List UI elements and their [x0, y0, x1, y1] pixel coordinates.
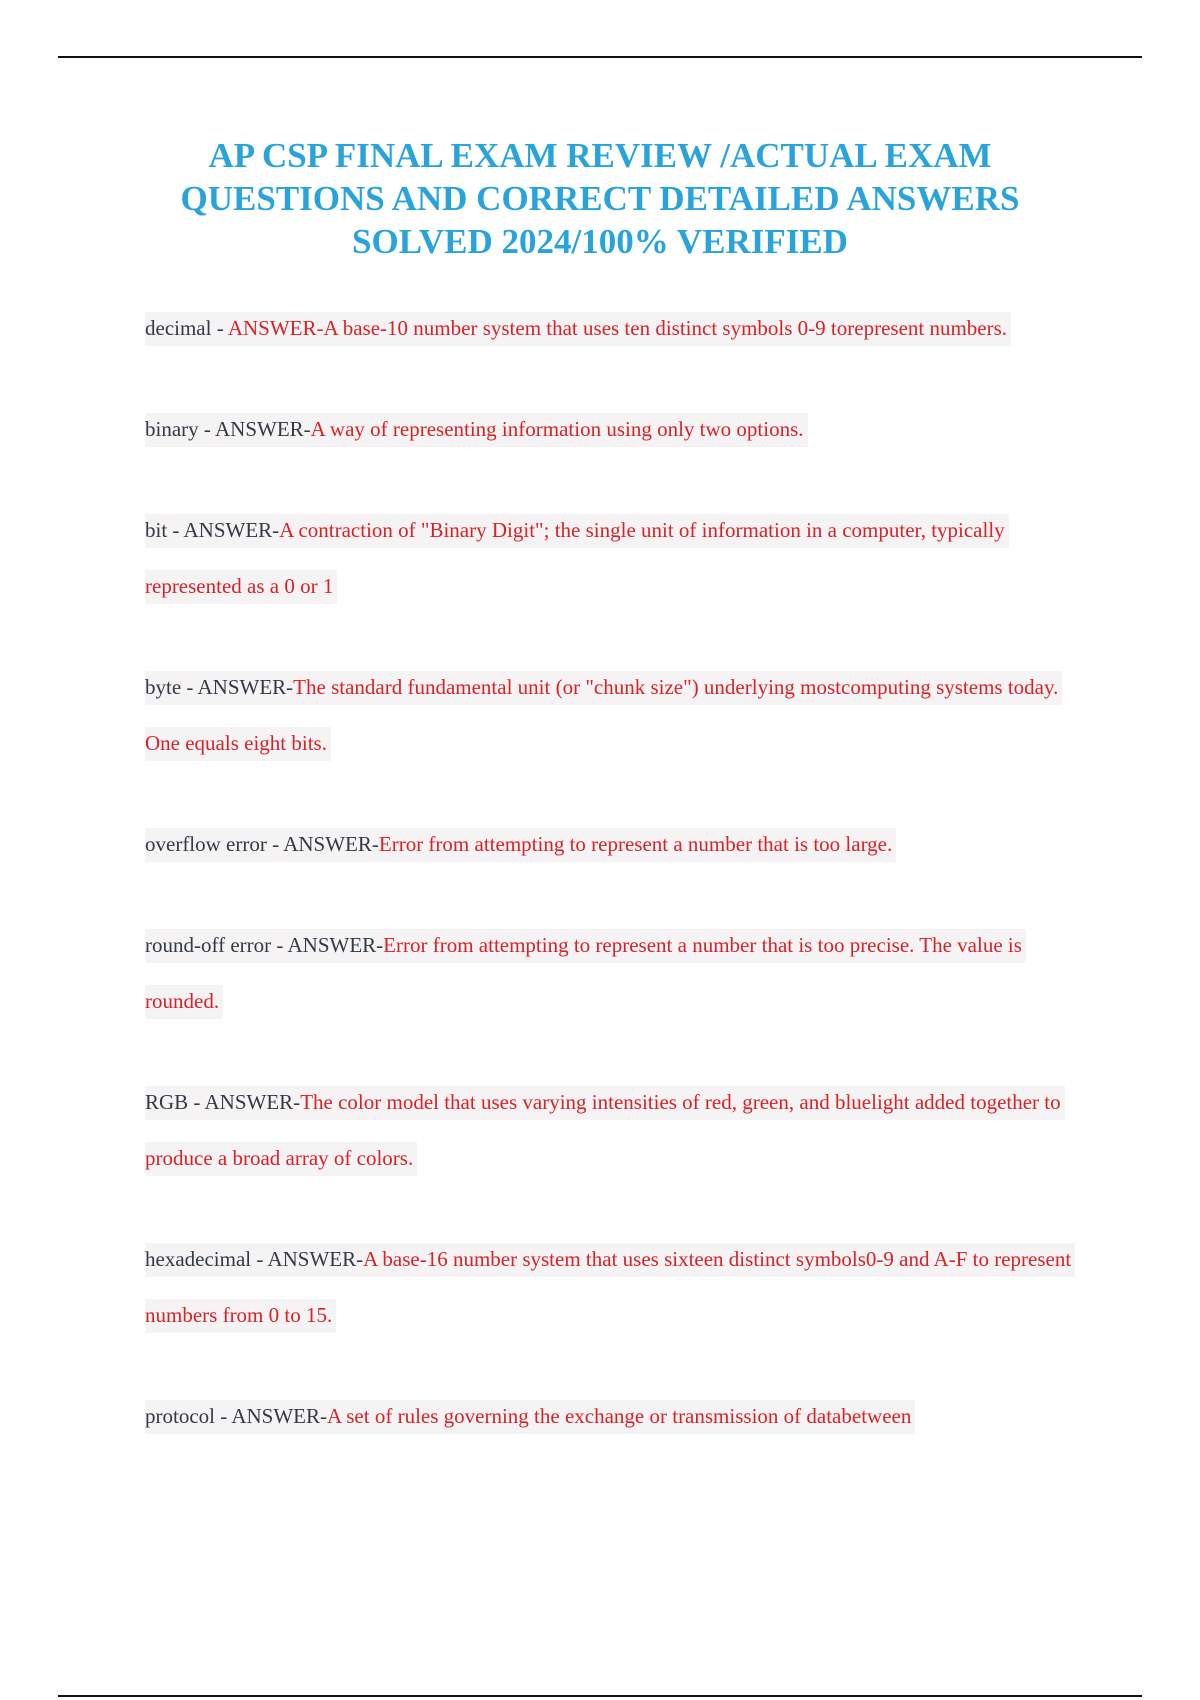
qa-item [145, 917, 1075, 1029]
qa-item [145, 300, 1075, 356]
answer-label: ANSWER- [267, 1247, 364, 1271]
title-line: AP CSP FINAL EXAM REVIEW /ACTUAL EXAM [208, 136, 992, 175]
qa-text [145, 413, 808, 447]
answer-label: ANSWER- [227, 316, 324, 340]
title-line: QUESTIONS AND CORRECT DETAILED ANSWERS [180, 179, 1020, 218]
qa-answer: The color model that uses varying intensities of red, green, and bluelight added together to produce a broad array of colors. [145, 1090, 1061, 1170]
qa-term: decimal - [145, 316, 228, 340]
qa-item [145, 1388, 1075, 1444]
qa-answer: A base-16 number system that uses sixteen distinct symbols0-9 and A-F to represent numbers from 0 to 15. [145, 1247, 1072, 1327]
qa-item [145, 502, 1075, 614]
qa-text [145, 671, 1062, 761]
header-rule [58, 56, 1142, 58]
answer-label: ANSWER- [197, 675, 294, 699]
qa-answer: A contraction of "Binary Digit"; the single unit of information in a computer, typically represented as a 0 or 1 [145, 518, 1005, 598]
qa-answer: A way of representing information using only two options. [310, 417, 804, 441]
qa-term: binary - [145, 417, 215, 441]
qa-answer: Error from attempting to represent a number that is too large. [378, 832, 893, 856]
qa-term: byte - [145, 675, 198, 699]
qa-term: bit - [145, 518, 184, 542]
qa-text [145, 312, 1011, 346]
qa-term: protocol - [145, 1404, 232, 1428]
answer-label: ANSWER- [204, 1090, 301, 1114]
qa-answer: The standard fundamental unit (or "chunk size") underlying mostcomputing systems today. One equals eight bits. [145, 675, 1059, 755]
document-title [100, 134, 1100, 263]
qa-answer: A base-10 number system that uses ten distinct symbols 0-9 torepresent numbers. [323, 316, 1008, 340]
footer-rule [58, 1695, 1142, 1697]
qa-item [145, 1074, 1075, 1186]
qa-text [145, 1400, 915, 1434]
qa-text [145, 514, 1009, 604]
qa-answer: Error from attempting to represent a number that is too precise. The value is rounded. [145, 933, 1022, 1013]
answer-label: ANSWER- [287, 933, 384, 957]
answer-label: ANSWER- [283, 832, 379, 856]
qa-text [145, 1086, 1065, 1176]
qa-term: overflow error - [145, 832, 284, 856]
qa-text [145, 1243, 1075, 1333]
qa-item [145, 659, 1075, 771]
answer-label: ANSWER- [214, 417, 311, 441]
answer-label: ANSWER- [183, 518, 280, 542]
qa-term: RGB - [145, 1090, 205, 1114]
qa-answer: A set of rules governing the exchange or transmission of databetween [327, 1404, 912, 1428]
qa-list [145, 300, 1075, 1489]
answer-label: ANSWER- [231, 1404, 327, 1428]
qa-text [145, 929, 1026, 1019]
qa-item [145, 816, 1075, 872]
qa-item [145, 401, 1075, 457]
title-line: SOLVED 2024/100% VERIFIED [352, 222, 848, 261]
qa-item [145, 1231, 1075, 1343]
qa-term: hexadecimal - [145, 1247, 268, 1271]
qa-term: round-off error - [145, 933, 288, 957]
qa-text [145, 828, 896, 862]
